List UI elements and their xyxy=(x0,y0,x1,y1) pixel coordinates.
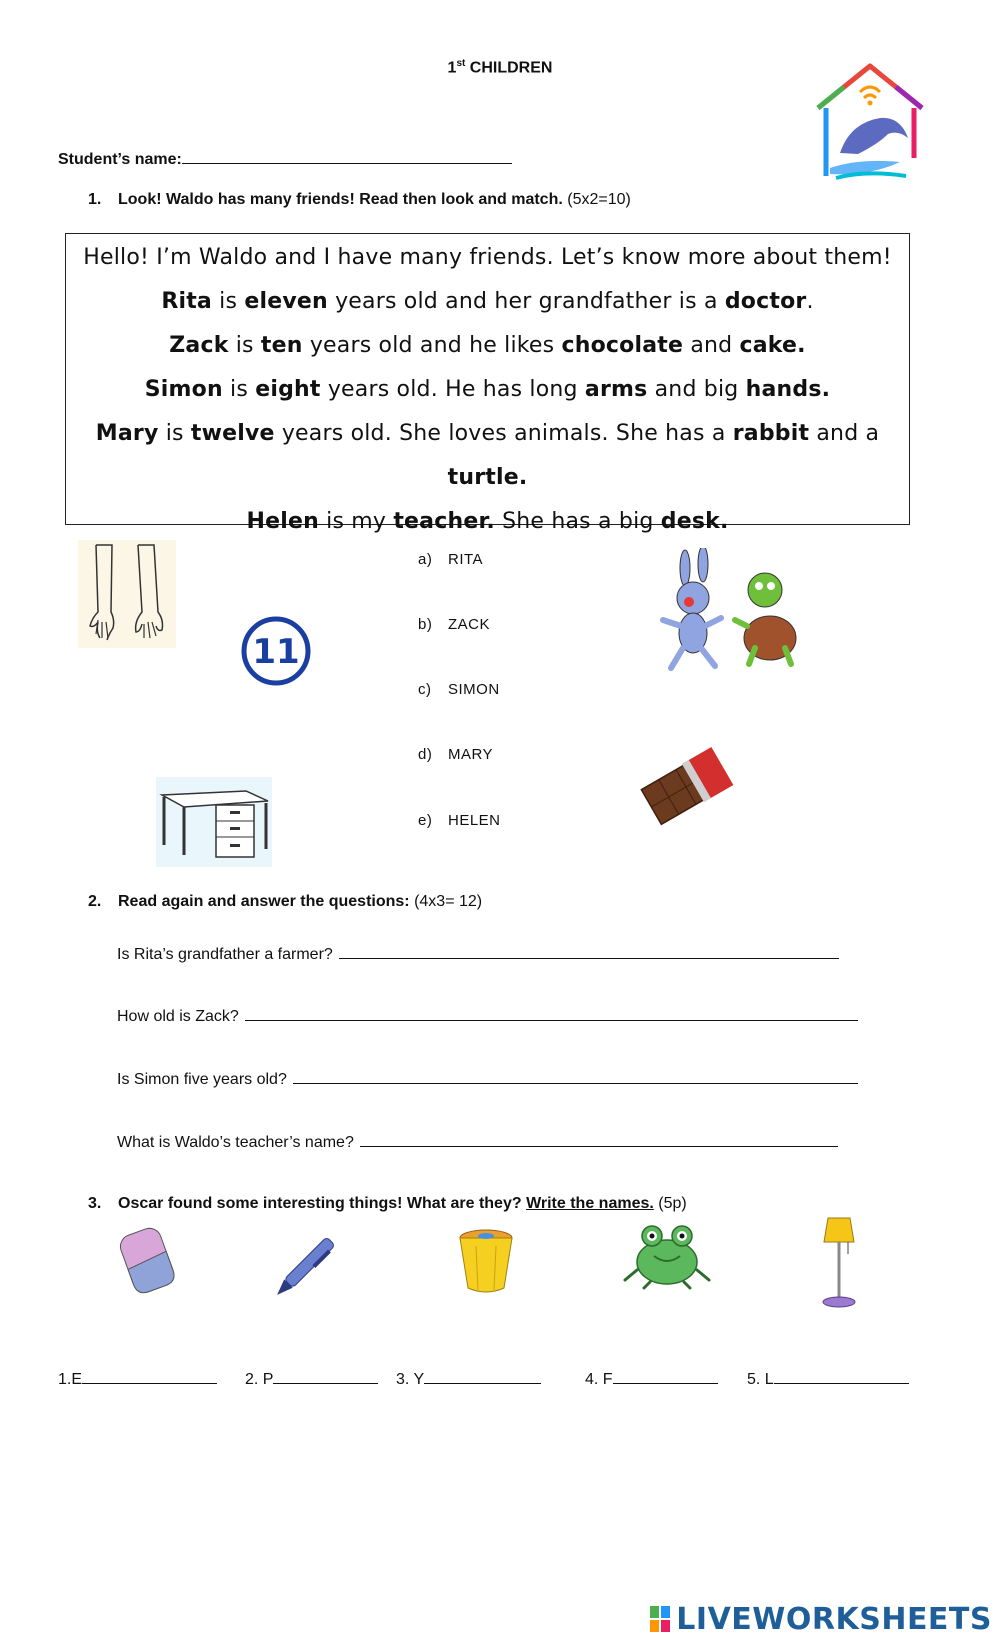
text-run: years old. He has long xyxy=(320,377,585,402)
question-1-points: (5x2=10) xyxy=(562,191,631,208)
text-run: is xyxy=(158,421,191,446)
answer-line[interactable] xyxy=(293,1070,858,1084)
liveworksheets-logo xyxy=(650,1602,992,1637)
answer-line[interactable] xyxy=(245,1007,858,1021)
question-2-text: Read again and answer the questions: xyxy=(118,893,410,910)
question-1-heading xyxy=(88,191,631,209)
question-3-number: 3. xyxy=(88,1195,102,1212)
blank-prefix: 1.E xyxy=(58,1371,83,1388)
title-number: 1 xyxy=(447,59,457,77)
option-item[interactable] xyxy=(418,681,500,698)
blank-line[interactable] xyxy=(424,1370,541,1384)
pen-image[interactable] xyxy=(268,1232,340,1304)
bold-word: Simon xyxy=(144,377,223,402)
bold-word: rabbit xyxy=(732,421,810,446)
option-letter: b) xyxy=(418,616,433,633)
eraser-image[interactable] xyxy=(118,1224,178,1296)
question-text: How old is Zack? xyxy=(117,1008,239,1025)
reading-paragraph xyxy=(66,280,909,324)
reading-paragraph xyxy=(66,324,909,368)
question-text: Is Rita’s grandfather a farmer? xyxy=(117,946,333,963)
blank-prefix: 5. L xyxy=(747,1371,774,1388)
blank-prefix: 2. P xyxy=(245,1371,274,1388)
question-row[interactable] xyxy=(117,1133,838,1152)
question-text: What is Waldo’s teacher’s name? xyxy=(117,1134,354,1151)
bold-word: ten xyxy=(260,333,303,358)
blank-line[interactable] xyxy=(613,1370,718,1384)
option-item[interactable] xyxy=(418,551,483,568)
title-sup: st xyxy=(456,58,466,69)
text-run: is my xyxy=(318,509,394,534)
text-run: is xyxy=(211,289,245,314)
answer-line[interactable] xyxy=(339,945,839,959)
blank-line[interactable] xyxy=(273,1370,378,1384)
question-1-number: 1. xyxy=(88,191,102,208)
number-eleven-icon[interactable] xyxy=(240,615,312,687)
blank-item[interactable] xyxy=(58,1370,217,1389)
bold-word: hands. xyxy=(745,377,831,402)
blank-item[interactable] xyxy=(747,1370,909,1389)
liveworksheets-icon xyxy=(650,1606,672,1634)
rabbit-turtle-image[interactable] xyxy=(655,548,805,673)
bold-word: doctor xyxy=(724,289,807,314)
bold-word: eleven xyxy=(244,289,328,314)
blank-line[interactable] xyxy=(82,1370,217,1384)
bold-word: chocolate xyxy=(561,333,684,358)
frog-image[interactable] xyxy=(622,1220,712,1290)
text-run: . xyxy=(806,289,814,314)
text-run: and big xyxy=(647,377,746,402)
question-2-points: (4x3= 12) xyxy=(409,893,483,910)
student-name-field[interactable] xyxy=(58,148,512,169)
question-3-text: Oscar found some interesting things! What are they? xyxy=(118,1195,527,1212)
option-name: HELEN xyxy=(448,812,501,829)
yogurt-image[interactable] xyxy=(456,1228,516,1294)
reading-paragraph xyxy=(66,236,909,280)
chocolate-image[interactable] xyxy=(636,745,736,830)
option-letter: e) xyxy=(418,812,433,829)
bold-word: Mary xyxy=(95,421,159,446)
reading-paragraph xyxy=(66,368,909,412)
student-name-label: Student’s name: xyxy=(58,151,182,168)
option-item[interactable] xyxy=(418,746,493,763)
text-run: years old and her grandfather is a xyxy=(327,289,725,314)
reading-text-box xyxy=(65,233,910,534)
text-run: years old. She loves animals. She has a xyxy=(274,421,733,446)
bold-word: arms xyxy=(584,377,648,402)
student-name-line[interactable] xyxy=(182,148,512,164)
desk-image[interactable] xyxy=(156,777,272,867)
option-item[interactable] xyxy=(418,812,501,829)
question-2-number: 2. xyxy=(88,893,102,910)
number-eleven-label: 11 xyxy=(252,632,300,672)
blank-item[interactable] xyxy=(396,1370,541,1389)
option-item[interactable] xyxy=(418,616,490,633)
question-row[interactable] xyxy=(117,1070,858,1089)
house-logo-icon xyxy=(810,58,930,188)
arms-image[interactable] xyxy=(78,540,176,648)
bold-word: desk. xyxy=(660,509,729,534)
question-3-heading xyxy=(88,1195,687,1213)
text-run: is xyxy=(222,377,256,402)
question-3-underlined: Write the names. xyxy=(526,1195,654,1212)
bold-word: Zack xyxy=(169,333,229,358)
text-run: She has a big xyxy=(494,509,661,534)
blank-prefix: 3. Y xyxy=(396,1371,425,1388)
blank-item[interactable] xyxy=(245,1370,378,1389)
option-letter: d) xyxy=(418,746,433,763)
option-name: RITA xyxy=(448,551,484,568)
blank-item[interactable] xyxy=(585,1370,718,1389)
text-run: and xyxy=(683,333,740,358)
option-name: MARY xyxy=(448,746,494,763)
bold-word: twelve xyxy=(190,421,275,446)
lamp-image[interactable] xyxy=(816,1214,862,1310)
bold-word: teacher. xyxy=(393,509,495,534)
option-letter: a) xyxy=(418,551,433,568)
reading-paragraph xyxy=(66,500,909,544)
option-letter: c) xyxy=(418,681,432,698)
option-name: ZACK xyxy=(448,616,491,633)
question-text: Is Simon five years old? xyxy=(117,1071,287,1088)
bold-word: cake. xyxy=(739,333,806,358)
reading-paragraph xyxy=(66,412,909,500)
question-1-text: Look! Waldo has many friends! Read then look and match. xyxy=(118,191,563,208)
blank-prefix: 4. F xyxy=(585,1371,613,1388)
answer-line[interactable] xyxy=(360,1133,838,1147)
option-name: SIMON xyxy=(448,681,500,698)
text-run: is xyxy=(228,333,261,358)
bold-word: Rita xyxy=(161,289,212,314)
bold-word: turtle. xyxy=(447,465,528,490)
bold-word: eight xyxy=(255,377,321,402)
liveworksheets-brand: LIVEWORKSHEETS xyxy=(676,1602,992,1637)
title-text: CHILDREN xyxy=(465,59,553,77)
question-3-points: (5p) xyxy=(653,1195,687,1212)
question-2-heading xyxy=(88,893,482,911)
question-row[interactable] xyxy=(117,1007,858,1026)
question-row[interactable] xyxy=(117,945,839,964)
bold-word: Helen xyxy=(246,509,319,534)
text-run: Hello! I’m Waldo and I have many friends. Let’s know more about them! xyxy=(83,245,892,270)
text-run: and a xyxy=(809,421,880,446)
blank-line[interactable] xyxy=(774,1370,909,1384)
text-run: years old and he likes xyxy=(302,333,562,358)
